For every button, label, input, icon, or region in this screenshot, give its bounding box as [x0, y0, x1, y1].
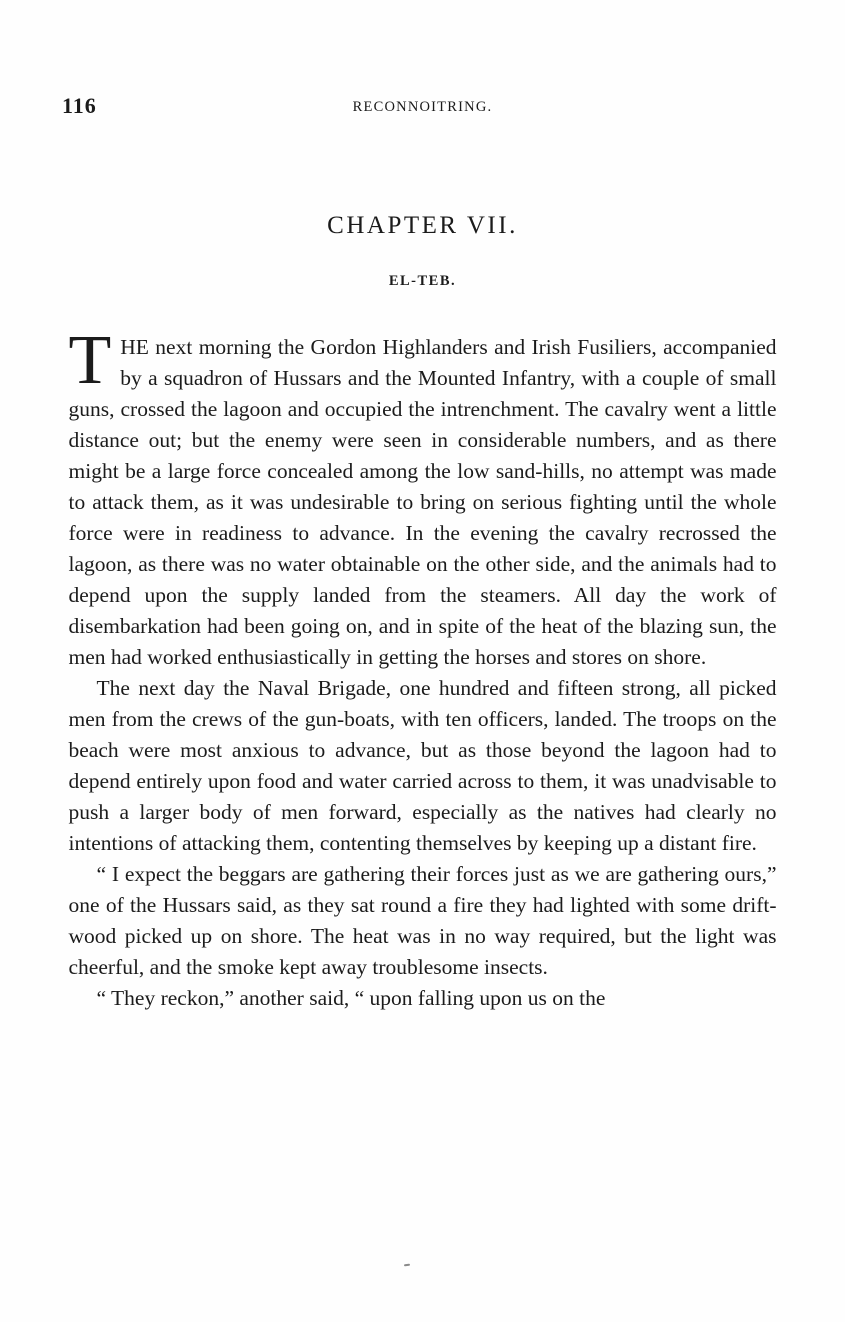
body-text	[68, 322, 777, 1014]
paragraph	[68, 322, 777, 673]
drop-cap: T	[68, 322, 112, 399]
running-header: RECONNOITRING.	[352, 99, 493, 115]
paragraph: “ I expect the beggars are gathering their forces just as we are gathering ours,” one of the Hussars said, as they sat round a fire they had lighted with some drift-wood picked up on shore. The heat was in no way required, but the light was cheerful, and the smoke kept away troublesome insects.	[68, 862, 777, 979]
paragraph-text: HE next morning the Gordon Highlanders and Irish Fusiliers, accompanied by a squadron of Hussars and the Mounted Infantry, with a couple of small guns, crossed the lagoon and occupied the intrenchment. The cavalry went a little distance out; but the enemy were seen in considerable numbers, and as there might be a large force concealed among the low sand-hills, no attempt was made to attack them, as it was undesirable to bring on serious fighting until the whole force were in readiness to advance. In the evening the cavalry recrossed the lagoon, as there was no water obtainable on the other side, and the animals had to depend upon the supply landed from the steamers. All day the work of disembarkation had been going on, and in spite of the heat of the blazing sun, the men had worked enthusiastically in getting the horses and stores on shore.	[68, 335, 777, 669]
print-artifact-mark	[404, 1264, 410, 1267]
paragraph: “ They reckon,” another said, “ upon falling upon us on the	[96, 986, 606, 1010]
page-number: 116	[62, 93, 97, 118]
section-title: EL-TEB.	[388, 273, 457, 289]
paragraph: The next day the Naval Brigade, one hundred and fifteen strong, all picked men from the crews of the gun-boats, with ten officers, landed. The troops on the beach were most anxious to advance, but as those beyond the lagoon had to depend entirely upon food and water carried across to them, it was unadvisable to push a larger body of men forward, especially as the natives had clearly no intentions of attacking them, contenting themselves by keeping up a distant fire.	[68, 676, 777, 855]
chapter-heading: CHAPTER VII.	[327, 212, 518, 239]
